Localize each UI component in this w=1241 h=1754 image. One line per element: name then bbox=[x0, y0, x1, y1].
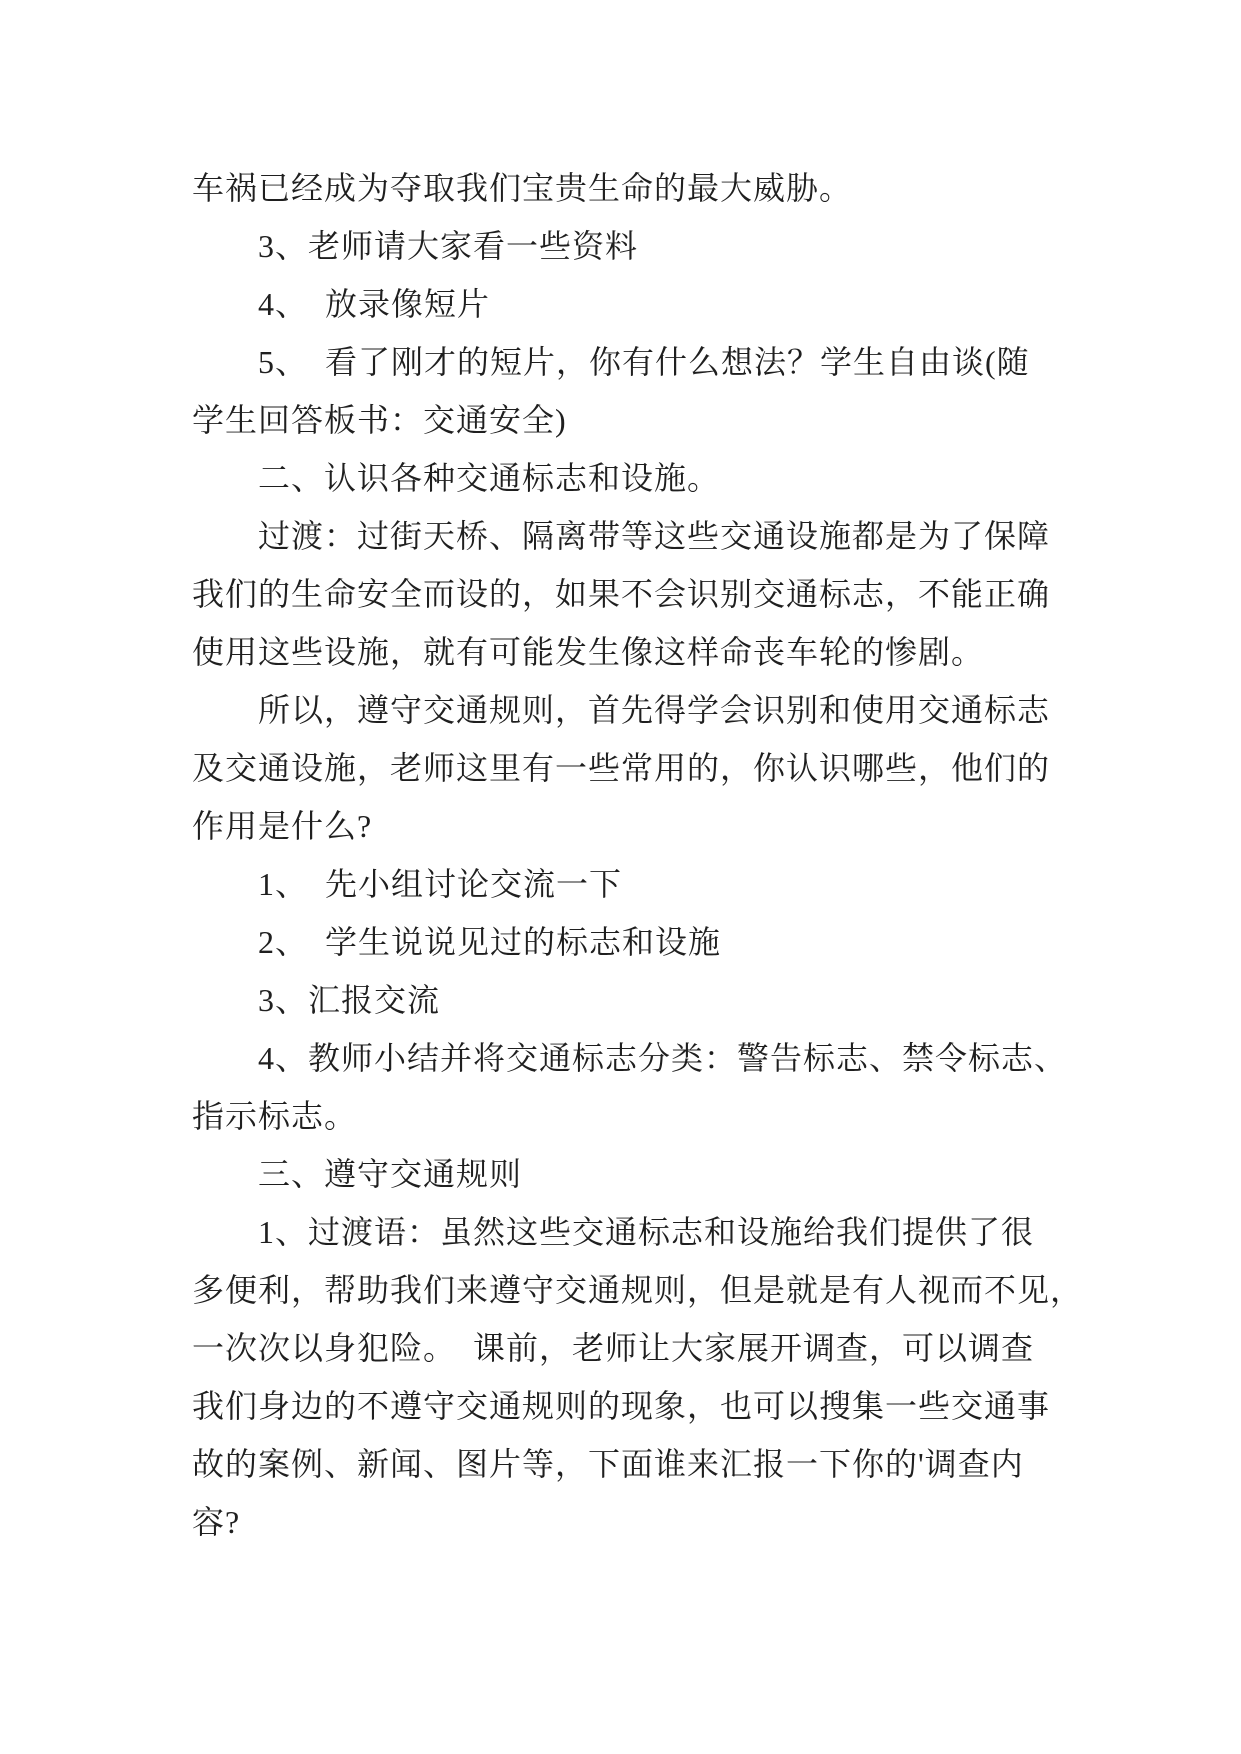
text-line: 3、汇报交流 bbox=[258, 982, 441, 1018]
text-line: 多便利，帮助我们来遵守交通规则，但是就是有人视而不见， bbox=[192, 1272, 1084, 1308]
text-line: 5、 看了刚才的短片，你有什么想法？学生自由谈(随 bbox=[258, 344, 1030, 380]
text-line: 学生回答板书：交通安全) bbox=[192, 402, 567, 438]
text-line: 3、老师请大家看一些资料 bbox=[258, 228, 639, 264]
text-line: 我们的生命安全而设的，如果不会识别交通标志，不能正确 bbox=[192, 576, 1051, 612]
text-line: 我们身边的不遵守交通规则的现象，也可以搜集一些交通事 bbox=[192, 1388, 1051, 1424]
text-line: 作用是什么? bbox=[192, 808, 373, 844]
text-line: 二、认识各种交通标志和设施。 bbox=[258, 460, 721, 496]
text-line: 2、 学生说说见过的标志和设施 bbox=[258, 924, 722, 960]
text-line: 故的案例、新闻、图片等，下面谁来汇报一下你的'调查内 bbox=[192, 1446, 1024, 1482]
text-line: 及交通设施，老师这里有一些常用的，你认识哪些，他们的 bbox=[192, 750, 1051, 786]
text-line: 1、过渡语：虽然这些交通标志和设施给我们提供了很 bbox=[258, 1214, 1035, 1250]
text-line: 一次次以身犯险。 课前，老师让大家展开调查，可以调查 bbox=[192, 1330, 1035, 1366]
text-line: 容? bbox=[192, 1504, 241, 1540]
text-line: 所以，遵守交通规则，首先得学会识别和使用交通标志 bbox=[258, 692, 1051, 728]
lesson-plan-text-body bbox=[192, 159, 1084, 1551]
text-line: 车祸已经成为夺取我们宝贵生命的最大威胁。 bbox=[192, 170, 853, 206]
text-line: 使用这些设施，就有可能发生像这样命丧车轮的惨剧。 bbox=[192, 634, 985, 670]
text-line: 4、 放录像短片 bbox=[258, 286, 491, 322]
text-line: 过渡：过街天桥、隔离带等这些交通设施都是为了保障 bbox=[258, 518, 1051, 554]
text-line: 4、教师小结并将交通标志分类：警告标志、禁令标志、 bbox=[258, 1040, 1068, 1076]
text-line: 指示标志。 bbox=[192, 1098, 358, 1134]
text-line: 1、 先小组讨论交流一下 bbox=[258, 866, 623, 902]
text-line: 三、遵守交通规则 bbox=[258, 1156, 523, 1192]
